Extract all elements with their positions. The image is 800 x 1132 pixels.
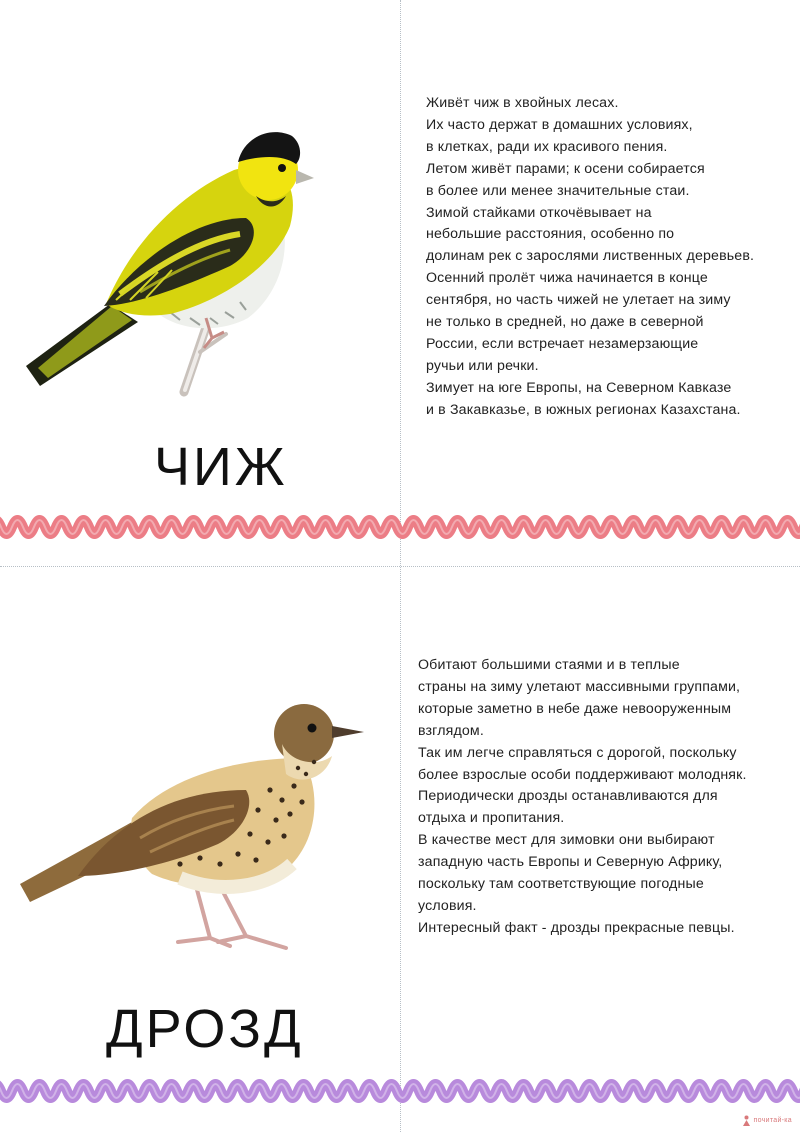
text-line: долинам рек с зарослями лиственных деревьев. [426,248,755,265]
text-line: более взрослые особи поддерживают молодняк. [418,766,747,783]
text-line: не только в средней, но даже в северной [426,314,704,331]
text-line: России, если встречает незамерзающие [426,335,699,352]
pink-rickrack-ribbon [0,507,800,547]
text-line: страны на зиму улетают массивными группами, [418,678,741,695]
thrush-illustration [20,698,370,958]
text-line: небольшие расстояния, особенно по [426,226,675,243]
text-line: Осенний пролёт чижа начинается в конце [426,270,708,287]
siskin-title: ЧИЖ [154,437,288,497]
thrush-card [0,566,800,1132]
text-line: которые заметно в небе даже невооруженным [418,700,732,717]
text-line: Так им легче справляться с дорогой, поскольку [418,744,737,761]
text-line: ручьи или речки. [426,357,539,374]
text-line: Зимует на юге Европы, на Северном Кавказе [426,379,732,396]
thrush-title: ДРОЗД [106,999,304,1059]
text-line: и в Закавказье, в южных регионах Казахстана. [426,401,741,418]
thrush-description [418,655,747,940]
text-line: условия. [418,897,477,914]
text-line: Живёт чиж в хвойных лесах. [426,95,619,111]
text-line: отдыха и пропитания. [418,810,565,827]
text-line: Их часто держат в домашних условиях, [426,116,693,133]
text-line: сентября, но часть чижей не улетает на зиму [426,292,731,309]
text-line: в клетках, ради их красивого пения. [426,138,668,155]
text-line: в более или менее значительные стаи. [426,182,690,199]
siskin-description [426,93,754,422]
text-line: Интересный факт - дрозды прекрасные певцы. [418,919,735,936]
watermark-logo [742,1115,792,1126]
text-line: Летом живёт парами; к осени собирается [426,160,705,177]
text-line: В качестве мест для зимовки они выбирают [418,832,715,849]
text-line: Зимой стайками откочёвывает на [426,204,652,221]
text-line: взглядом. [418,722,484,739]
reader-icon [742,1115,751,1126]
siskin-illustration [20,122,320,402]
text-line: западную часть Европы и Северную Африку, [418,854,723,871]
text-line: Обитают большими стаями и в теплые [418,657,680,673]
text-line: Периодически дрозды останавливаются для [418,788,718,805]
text-line: поскольку там соответствующие погодные [418,876,704,893]
watermark-text: почитай-ка [753,1117,792,1124]
purple-rickrack-ribbon [0,1071,800,1111]
